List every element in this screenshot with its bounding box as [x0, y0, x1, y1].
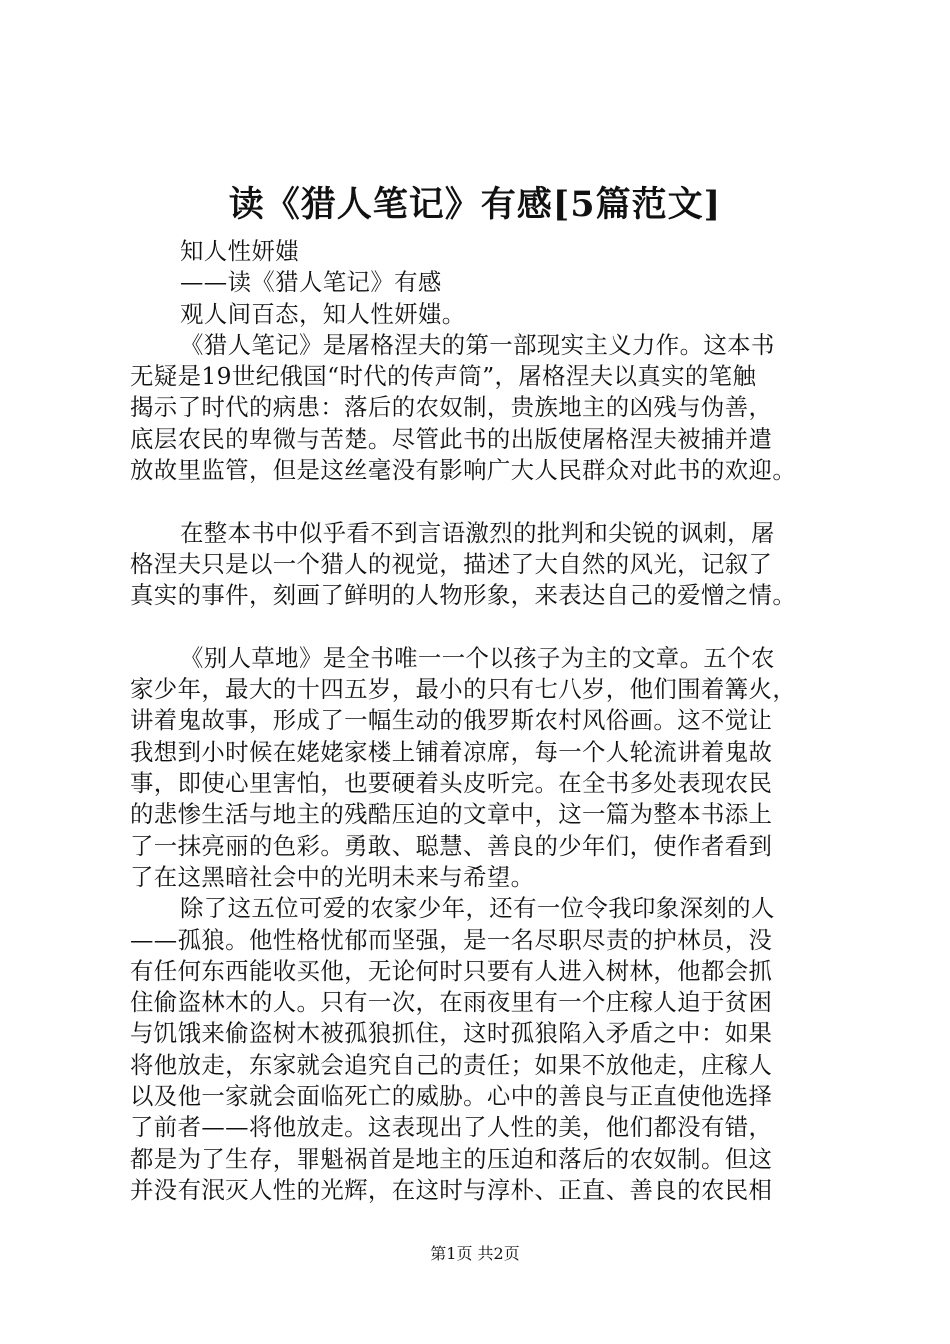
paragraph-line: 格涅夫只是以一个猎人的视觉，描述了大自然的风光，记叙了 — [130, 549, 773, 578]
subtitle-line: ——读《猎人笔记》有感 — [180, 268, 442, 297]
paragraph-line: 无疑是19世纪俄国“时代的传声筒”，屠格涅夫以真实的笔触 — [130, 362, 757, 391]
intro-line: 观人间百态，知人性妍媸。 — [180, 299, 466, 328]
paragraph-line: 以及他一家就会面临死亡的威胁。心中的善良与正直使他选择 — [130, 1082, 773, 1111]
paragraph-line: 除了这五位可爱的农家少年，还有一位令我印象深刻的人 — [180, 894, 775, 923]
paragraph-line: 将他放走，东家就会追究自己的责任；如果不放他走，庄稼人 — [130, 1050, 773, 1079]
paragraph-gap — [130, 612, 835, 643]
paragraph-line: 了在这黑暗社会中的光明未来与希望。 — [130, 862, 535, 891]
paragraph-line: 真实的事件，刻画了鲜明的人物形象，来表达自己的爱憎之情。 — [130, 581, 797, 610]
paragraph-line: 了一抹亮丽的色彩。勇敢、聪慧、善良的少年们，使作者看到 — [130, 831, 773, 860]
paragraph-line: 并没有泯灭人性的光辉，在这时与淳朴、正直、善良的农民相 — [130, 1175, 773, 1204]
paragraph-line: 有任何东西能收买他，无论何时只要有人进入树林，他都会抓 — [130, 956, 773, 985]
paragraph-line: 与饥饿来偷盗树木被孤狼抓住，这时孤狼陷入矛盾之中：如果 — [130, 1019, 773, 1048]
paragraph-line: 家少年，最大的十四五岁，最小的只有七八岁，他们围着篝火， — [130, 675, 797, 704]
paragraph-line: 《别人草地》是全书唯一一个以孩子为主的文章。五个农 — [180, 643, 775, 672]
paragraph-line: 的悲惨生活与地主的残酷压迫的文章中，这一篇为整本书添上 — [130, 800, 773, 829]
paragraph-line: 放故里监管，但是这丝毫没有影响广大人民群众对此书的欢迎。 — [130, 456, 797, 485]
paragraph-line: 我想到小时候在姥姥家楼上铺着凉席，每一个人轮流讲着鬼故 — [130, 737, 773, 766]
document-title: 读《猎人笔记》有感[5篇范文] — [228, 184, 722, 225]
document-body — [130, 236, 835, 1206]
paragraph-line: 《猎人笔记》是屠格涅夫的第一部现实主义力作。这本书 — [180, 330, 775, 359]
subtitle-line: 知人性妍媸 — [180, 237, 299, 265]
paragraph-line: 底层农民的卑微与苦楚。尽管此书的出版使屠格涅夫被捕并遣 — [130, 424, 773, 453]
paragraph-gap — [130, 486, 835, 517]
paragraph-line: 在整本书中似乎看不到言语激烈的批判和尖锐的讽刺，屠 — [180, 518, 775, 547]
paragraph-line: 都是为了生存，罪魁祸首是地主的压迫和落后的农奴制。但这 — [130, 1144, 773, 1173]
paragraph-line: ——孤狼。他性格忧郁而坚强，是一名尽职尽责的护林员，没 — [130, 925, 773, 954]
paragraph-line: 了前者——将他放走。这表现出了人性的美，他们都没有错， — [130, 1113, 773, 1142]
paragraph-line: 讲着鬼故事，形成了一幅生动的俄罗斯农村风俗画。这不觉让 — [130, 706, 773, 735]
page-footer: 第1页 共2页 — [430, 1244, 520, 1263]
paragraph-line: 揭示了时代的病患：落后的农奴制，贵族地主的凶残与伪善， — [130, 393, 773, 422]
paragraph-line: 事，即使心里害怕，也要硬着头皮听完。在全书多处表现农民 — [130, 769, 773, 798]
paragraph-line: 住偷盗林木的人。只有一次，在雨夜里有一个庄稼人迫于贫困 — [130, 988, 773, 1017]
